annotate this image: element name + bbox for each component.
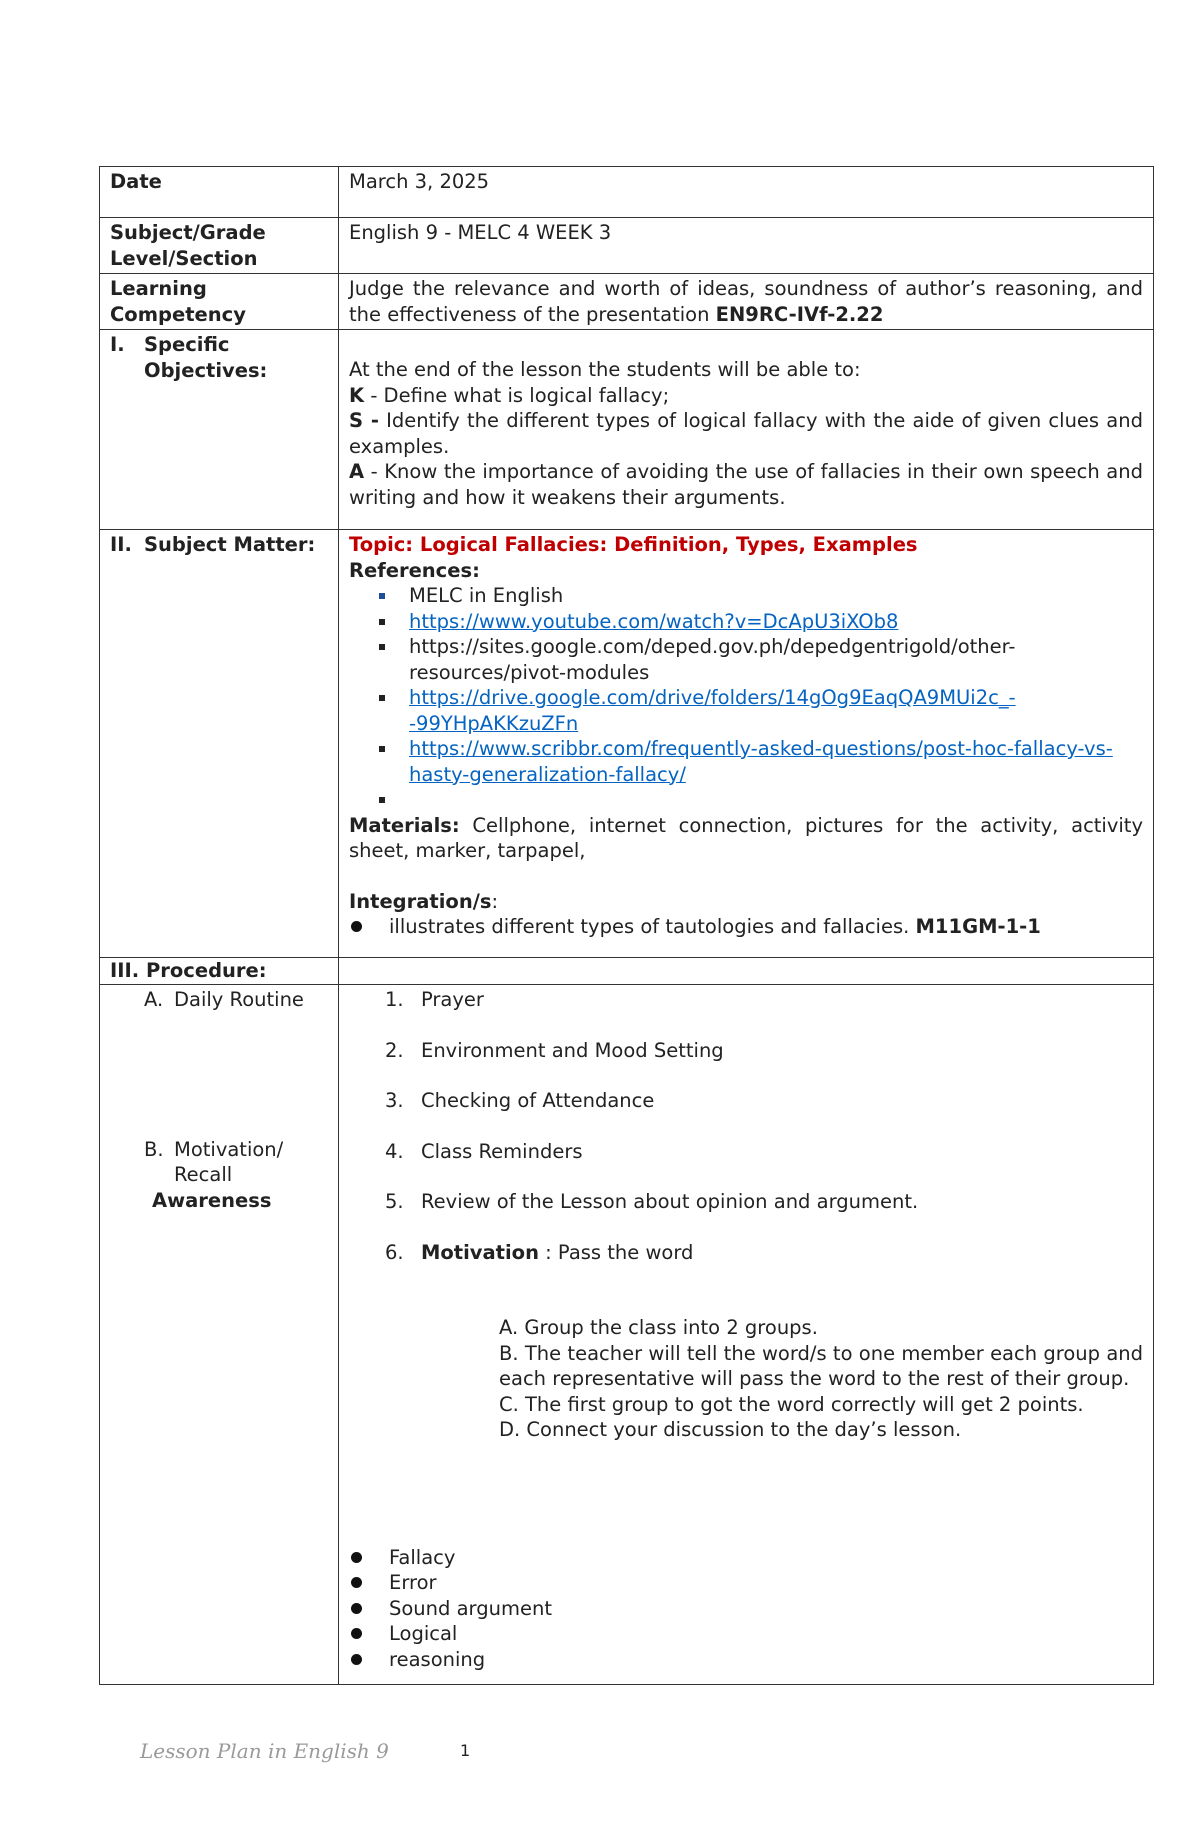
reference-link-text[interactable]: https://drive.google.com/drive/folders/14gOg9EaqQA9MUi2c_--99YHpAKKzuZFn bbox=[409, 686, 1016, 735]
materials bbox=[349, 813, 1143, 864]
step-num: 3. bbox=[385, 1089, 404, 1112]
step-num: 1. bbox=[385, 988, 404, 1011]
procedure-header-empty bbox=[339, 958, 1154, 985]
objective-a-text: - Know the importance of avoiding the use of fallacies in their own speech and writing and how it weakens their arguments. bbox=[349, 460, 1143, 509]
procedure-step bbox=[385, 1038, 1143, 1064]
reference-item bbox=[409, 634, 1143, 685]
awareness-label: Awareness bbox=[152, 1188, 272, 1212]
competency-row bbox=[100, 274, 1154, 330]
objectives-label: Specific Objectives: bbox=[144, 333, 268, 382]
integration-text: illustrates different types of tautologies and fallacies. bbox=[389, 915, 916, 938]
group-steps bbox=[499, 1315, 1143, 1443]
word-item: Error bbox=[349, 1570, 1143, 1596]
reference-item: MELC in English bbox=[409, 583, 1143, 609]
group-step: A. Group the class into 2 groups. bbox=[499, 1316, 818, 1339]
objective-k-text: - Define what is logical fallacy; bbox=[364, 383, 670, 407]
word-item: Logical bbox=[349, 1621, 1143, 1647]
subject-matter-label: Subject Matter: bbox=[144, 533, 316, 556]
procedure-step bbox=[385, 987, 1143, 1013]
reference-link-text[interactable]: https://www.scribbr.com/frequently-asked-questions/post-hoc-fallacy-vs-hasty-generalization-fallacy/ bbox=[409, 737, 1113, 786]
step-num: 6. bbox=[385, 1240, 404, 1264]
objective-k bbox=[349, 383, 1143, 409]
procedure-content bbox=[339, 985, 1154, 1685]
group-step: B. The teacher will tell the word/s to one member each group and each representative will pass the word to the rest of their group. bbox=[499, 1341, 1143, 1390]
topic-title: Topic: Logical Fallacies: Definition, Types, Examples bbox=[349, 533, 918, 556]
recall-label: Recall bbox=[174, 1163, 233, 1186]
procedure-label: Procedure: bbox=[145, 959, 267, 982]
step-text: Class Reminders bbox=[421, 1139, 583, 1163]
reference-link-text[interactable]: https://www.youtube.com/watch?v=DcApU3iXOb8 bbox=[409, 609, 899, 633]
materials-label: Materials: bbox=[349, 813, 460, 837]
objective-s-letter: S - bbox=[349, 409, 379, 432]
step-num: 2. bbox=[385, 1038, 404, 1062]
procedure-num: III. bbox=[110, 959, 140, 982]
date-value: March 3, 2025 bbox=[339, 167, 1154, 218]
competency-value bbox=[339, 274, 1154, 330]
procedure-step bbox=[385, 1189, 1143, 1215]
integration-label-text: Integration/s bbox=[349, 889, 492, 913]
reference-link[interactable] bbox=[409, 736, 1143, 787]
integration-code: M11GM-1-1 bbox=[915, 915, 1041, 938]
objectives-intro: At the end of the lesson the students will be able to: bbox=[349, 358, 861, 381]
subject-matter-content bbox=[339, 530, 1154, 958]
procedure-label-cell-2 bbox=[100, 985, 339, 1685]
procedure-step bbox=[385, 1139, 1143, 1165]
materials-text: Cellphone, internet connection, pictures for the activity, activity sheet, marker, tarpapel, bbox=[349, 813, 1143, 862]
competency-label: Learning Competency bbox=[100, 274, 339, 330]
objectives-content bbox=[339, 330, 1154, 530]
date-row bbox=[100, 167, 1154, 218]
integration-colon: : bbox=[491, 889, 499, 913]
competency-code: EN9RC-IVf-2.22 bbox=[715, 302, 884, 326]
motivation-bold: Motivation bbox=[421, 1240, 539, 1264]
procedure-step-motivation bbox=[385, 1240, 1143, 1266]
step-text: Review of the Lesson about opinion and argument. bbox=[421, 1190, 919, 1213]
objectives-label-cell bbox=[100, 330, 339, 530]
objective-k-letter: K bbox=[349, 383, 365, 407]
objective-a-letter: A bbox=[349, 460, 365, 483]
subject-row bbox=[100, 218, 1154, 274]
step-text: Environment and Mood Setting bbox=[421, 1038, 724, 1062]
daily-routine-num: A. bbox=[144, 988, 164, 1011]
word-list bbox=[349, 1545, 1143, 1673]
competency-text: Judge the relevance and worth of ideas, soundness of author’s reasoning, and the effectiveness of the presentation bbox=[349, 277, 1143, 326]
daily-routine-label: Daily Routine bbox=[174, 988, 304, 1011]
step-num: 5. bbox=[385, 1190, 404, 1213]
reference-link[interactable] bbox=[409, 609, 1143, 635]
references-label: References: bbox=[349, 558, 480, 582]
motivation-num: B. bbox=[144, 1137, 164, 1161]
objective-a bbox=[349, 459, 1143, 510]
subject-matter-row bbox=[100, 530, 1154, 958]
footer-title: Lesson Plan in English 9 bbox=[140, 1739, 389, 1763]
procedure-label-cell bbox=[100, 958, 339, 985]
step-text: Prayer bbox=[421, 988, 484, 1011]
objectives-row bbox=[100, 330, 1154, 530]
objective-s-text: Identify the different types of logical fallacy with the aide of given clues and examples. bbox=[349, 409, 1143, 458]
procedure-header-row bbox=[100, 958, 1154, 985]
references-list bbox=[349, 583, 1143, 813]
group-step: C. The first group to got the word correctly will get 2 points. bbox=[499, 1392, 1084, 1416]
procedure-step bbox=[385, 1088, 1143, 1114]
objective-s bbox=[349, 408, 1143, 459]
subject-matter-label-cell bbox=[100, 530, 339, 958]
integration-item bbox=[349, 914, 1143, 940]
motivation-label: Motivation/ bbox=[174, 1137, 284, 1161]
step-text: Checking of Attendance bbox=[421, 1089, 655, 1112]
integration-label bbox=[349, 889, 1143, 915]
procedure-row bbox=[100, 985, 1154, 1685]
reference-link[interactable] bbox=[409, 685, 1143, 736]
reference-text: https://sites.google.com/deped.gov.ph/depedgentrigold/other-resources/pivot-modules bbox=[409, 635, 1016, 684]
step-num: 4. bbox=[385, 1139, 404, 1163]
subject-label: Subject/Grade Level/Section bbox=[100, 218, 339, 274]
word-item: reasoning bbox=[349, 1647, 1143, 1673]
objectives-num: I. bbox=[110, 333, 125, 356]
subject-value: English 9 - MELC 4 WEEK 3 bbox=[339, 218, 1154, 274]
word-item: Fallacy bbox=[349, 1545, 1143, 1571]
subject-matter-num: II. bbox=[110, 533, 132, 556]
motivation-text: : Pass the word bbox=[538, 1240, 694, 1264]
procedure-steps bbox=[349, 987, 1143, 1265]
word-item: Sound argument bbox=[349, 1596, 1143, 1622]
group-step: D. Connect your discussion to the day’s lesson. bbox=[499, 1418, 962, 1441]
reference-empty-item bbox=[409, 787, 1143, 813]
date-label: Date bbox=[100, 167, 339, 218]
page-number: 1 bbox=[460, 1741, 471, 1760]
lesson-plan-table bbox=[99, 166, 1154, 1685]
